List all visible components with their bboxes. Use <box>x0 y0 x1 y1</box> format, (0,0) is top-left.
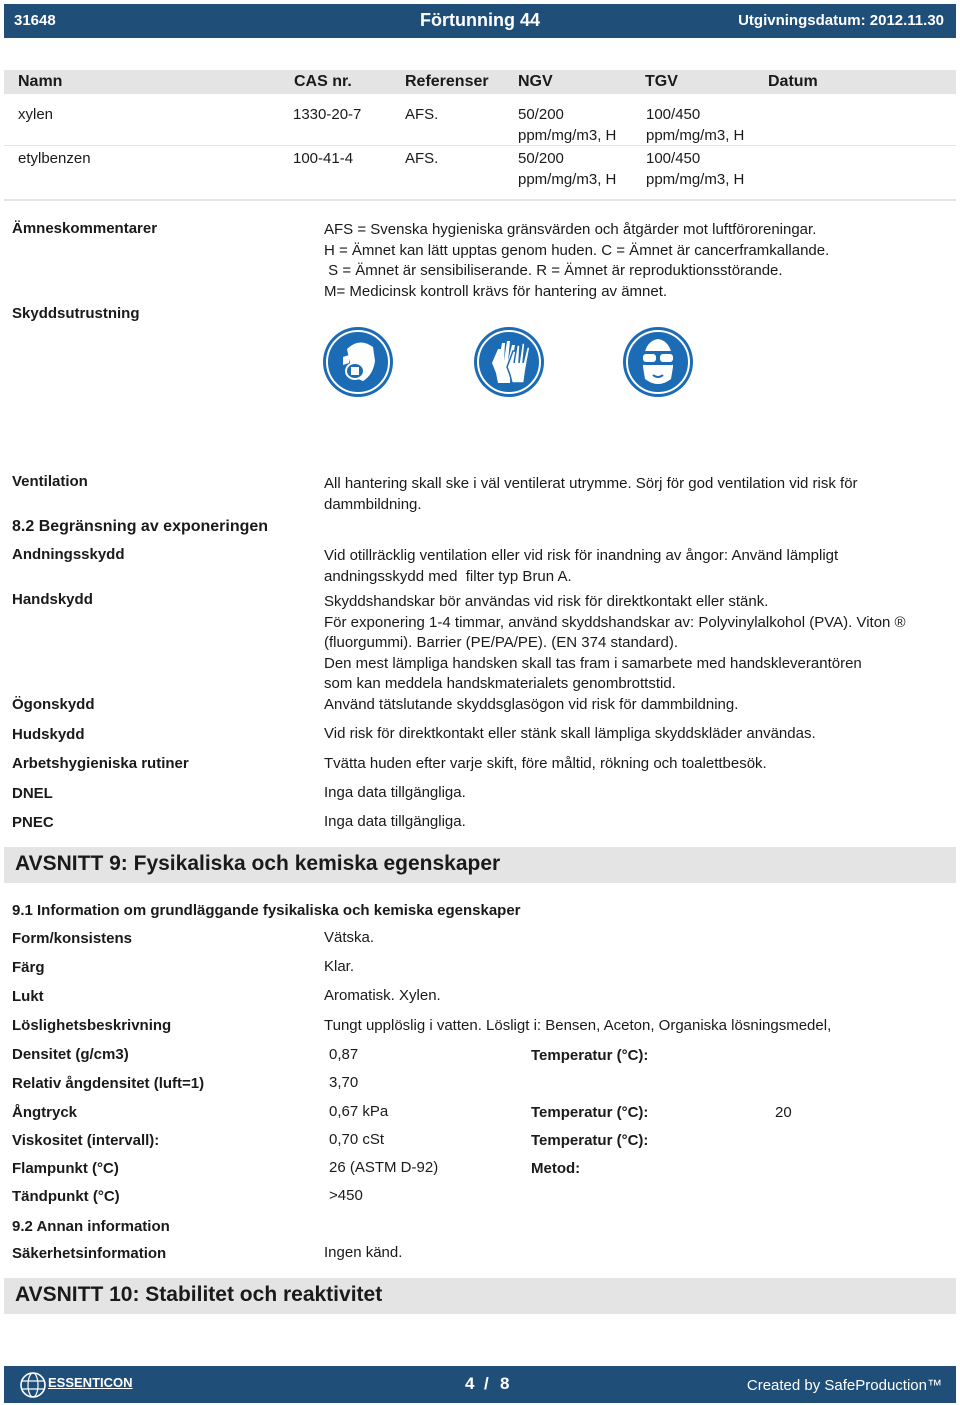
cell-ngv-2: ppm/mg/m3, H <box>518 171 617 188</box>
header-bar <box>4 4 956 38</box>
viscosity-value: 0,70 cSt <box>329 1131 385 1148</box>
cell-ngv <box>518 148 616 190</box>
skin-label: Hudskydd <box>12 726 85 743</box>
cell-name: etylbenzen <box>18 150 91 167</box>
col-tgv: TGV <box>645 73 678 90</box>
cell-tgv <box>646 104 744 146</box>
respiratory-label: Andningsskydd <box>12 546 125 563</box>
col-ref: Referenser <box>405 73 489 90</box>
cell-tgv-1: 100/450 <box>646 106 701 123</box>
vapor-pressure-label: Ångtryck <box>12 1104 78 1121</box>
color-value: Klar. <box>324 958 355 975</box>
ventilation-line: All hantering skall ske i väl ventilerat utrymme. Sörj för god ventilation vid risk för <box>324 475 858 492</box>
flashpoint-value: 26 (ASTM D-92) <box>329 1159 439 1176</box>
section-9-title: AVSNITT 9: Fysikaliska och kemiska egenskaper <box>15 852 501 875</box>
flashpoint-method-label: Metod: <box>531 1160 581 1177</box>
odor-value: Aromatisk. Xylen. <box>324 987 441 1004</box>
viscosity-temp-label: Temperatur (°C): <box>531 1132 649 1149</box>
page-number: 4 <box>465 1374 475 1393</box>
table-row <box>4 102 956 146</box>
hygiene-text: Tvätta huden efter varje skift, före måltid, rökning och toalettbesök. <box>324 755 767 772</box>
form-label: Form/konsistens <box>12 930 133 947</box>
density-temp-label: Temperatur (°C): <box>531 1047 649 1064</box>
issue-date: Utgivningsdatum: 2012.11.30 <box>738 12 944 29</box>
comment-line: S = Ämnet är sensibiliserande. R = Ämnet är reproduktionsstörande. <box>324 262 783 279</box>
ppe-label: Skyddsutrustning <box>12 305 140 322</box>
cell-cas: 100-41-4 <box>293 150 354 167</box>
ventilation-line: dammbildning. <box>324 495 422 513</box>
gloves-icon <box>474 327 544 397</box>
vapor-density-value: 3,70 <box>329 1074 359 1091</box>
cell-ngv <box>518 104 616 146</box>
section-10-header <box>4 1278 956 1314</box>
cell-ref: AFS. <box>405 106 439 123</box>
skin-text: Vid risk för direktkontakt eller stänk skall lämpliga skyddskläder användas. <box>324 725 816 742</box>
table-row <box>4 146 956 190</box>
vapor-pressure-temp-label: Temperatur (°C): <box>531 1104 649 1121</box>
comments-text <box>324 220 829 302</box>
ignition-value: >450 <box>329 1187 363 1204</box>
respiratory-line: Vid otillräcklig ventilation eller vid risk för inandning av ångor: Använd lämpligt <box>324 547 839 564</box>
respirator-icon <box>323 327 393 397</box>
dnel-label: DNEL <box>12 785 53 802</box>
comment-line: M= Medicinsk kontroll krävs för hantering av ämnet. <box>324 282 668 300</box>
hands-line: som kan meddela handskmaterialets genombrottstid. <box>324 675 676 692</box>
table-header <box>4 70 956 94</box>
ignition-label: Tändpunkt (°C) <box>12 1188 120 1205</box>
respiratory-text <box>324 546 838 587</box>
comment-line: H = Ämnet kan lätt upptas genom huden. C = Ämnet är cancerframkallande. <box>324 241 830 259</box>
hands-line: Den mest lämpliga handsken skall tas fram i samarbete med handskleverantören <box>324 654 862 672</box>
page-total: 8 <box>500 1374 510 1393</box>
section-8-2-title: 8.2 Begränsning av exponeringen <box>12 518 269 535</box>
col-date: Datum <box>768 73 818 90</box>
hands-text <box>324 592 906 695</box>
col-name: Namn <box>18 73 63 90</box>
footer-credit: Created by SafeProduction™ <box>746 1377 942 1394</box>
cell-tgv <box>646 148 744 190</box>
col-cas: CAS nr. <box>294 73 352 90</box>
hands-label: Handskydd <box>12 591 93 608</box>
globe-icon <box>18 1370 48 1400</box>
page-separator: / <box>484 1374 489 1393</box>
respiratory-line: andningsskydd med filter typ Brun A. <box>324 567 572 585</box>
density-label: Densitet (g/cm3) <box>12 1046 129 1063</box>
section-9-header <box>4 847 956 883</box>
row-divider <box>4 199 956 201</box>
product-number: 31648 <box>14 12 56 29</box>
cell-ngv-1: 50/200 <box>518 150 564 167</box>
cell-ref: AFS. <box>405 150 439 167</box>
comment-line: AFS = Svenska hygieniska gränsvärden och åtgärder mot luftföroreningar. <box>324 221 817 238</box>
eyes-text: Använd tätslutande skyddsglasögon vid risk för dammbildning. <box>324 696 739 713</box>
pnec-text: Inga data tillgängliga. <box>324 813 466 830</box>
color-label: Färg <box>12 959 45 976</box>
section-10-title: AVSNITT 10: Stabilitet och reaktivitet <box>15 1283 383 1306</box>
solubility-label: Löslighetsbeskrivning <box>12 1017 172 1034</box>
cell-tgv-1: 100/450 <box>646 150 701 167</box>
cell-tgv-2: ppm/mg/m3, H <box>646 127 745 144</box>
solubility-value: Tungt upplöslig i vatten. Lösligt i: Bensen, Aceton, Organiska lösningsmedel, <box>324 1017 832 1034</box>
flashpoint-label: Flampunkt (°C) <box>12 1160 119 1177</box>
footer-logo: ESSENTICON <box>48 1375 133 1390</box>
hands-line: Skyddshandskar bör användas vid risk för direktkontakt eller stänk. <box>324 593 769 610</box>
comments-label: Ämneskommentarer <box>12 220 158 237</box>
vapor-pressure-temp-value: 20 <box>775 1104 792 1121</box>
odor-label: Lukt <box>12 988 44 1005</box>
hands-line: (fluorgummi). Barrier (PE/PA/PE). (EN 374 standard). <box>324 634 678 651</box>
ventilation-label: Ventilation <box>12 473 88 490</box>
goggles-icon <box>623 327 693 397</box>
vapor-pressure-value: 0,67 kPa <box>329 1103 389 1120</box>
hygiene-label: Arbetshygieniska rutiner <box>12 755 189 772</box>
eyes-label: Ögonskydd <box>12 696 95 713</box>
form-value: Vätska. <box>324 929 375 946</box>
viscosity-label: Viskositet (intervall): <box>12 1132 160 1149</box>
safety-value: Ingen känd. <box>324 1244 403 1261</box>
cell-tgv-2: ppm/mg/m3, H <box>646 171 745 188</box>
col-ngv: NGV <box>518 73 553 90</box>
hands-line: För exponering 1-4 timmar, använd skyddshandskar av: Polyvinylalkohol (PVA). Viton ® <box>324 613 906 631</box>
safety-label: Säkerhetsinformation <box>12 1245 167 1262</box>
cell-ngv-2: ppm/mg/m3, H <box>518 127 617 144</box>
section-9-2-title: 9.2 Annan information <box>12 1218 170 1235</box>
document-title: Förtunning 44 <box>420 10 540 30</box>
cell-name: xylen <box>18 106 54 123</box>
density-value: 0,87 <box>329 1046 359 1063</box>
dnel-text: Inga data tillgängliga. <box>324 784 466 801</box>
cell-ngv-1: 50/200 <box>518 106 564 123</box>
ventilation-text <box>324 474 858 515</box>
footer-bar <box>4 1366 956 1403</box>
cell-cas: 1330-20-7 <box>293 106 362 123</box>
pnec-label: PNEC <box>12 814 54 831</box>
section-9-1-title: 9.1 Information om grundläggande fysikaliska och kemiska egenskaper <box>12 902 521 919</box>
vapor-density-label: Relativ ångdensitet (luft=1) <box>12 1075 205 1092</box>
